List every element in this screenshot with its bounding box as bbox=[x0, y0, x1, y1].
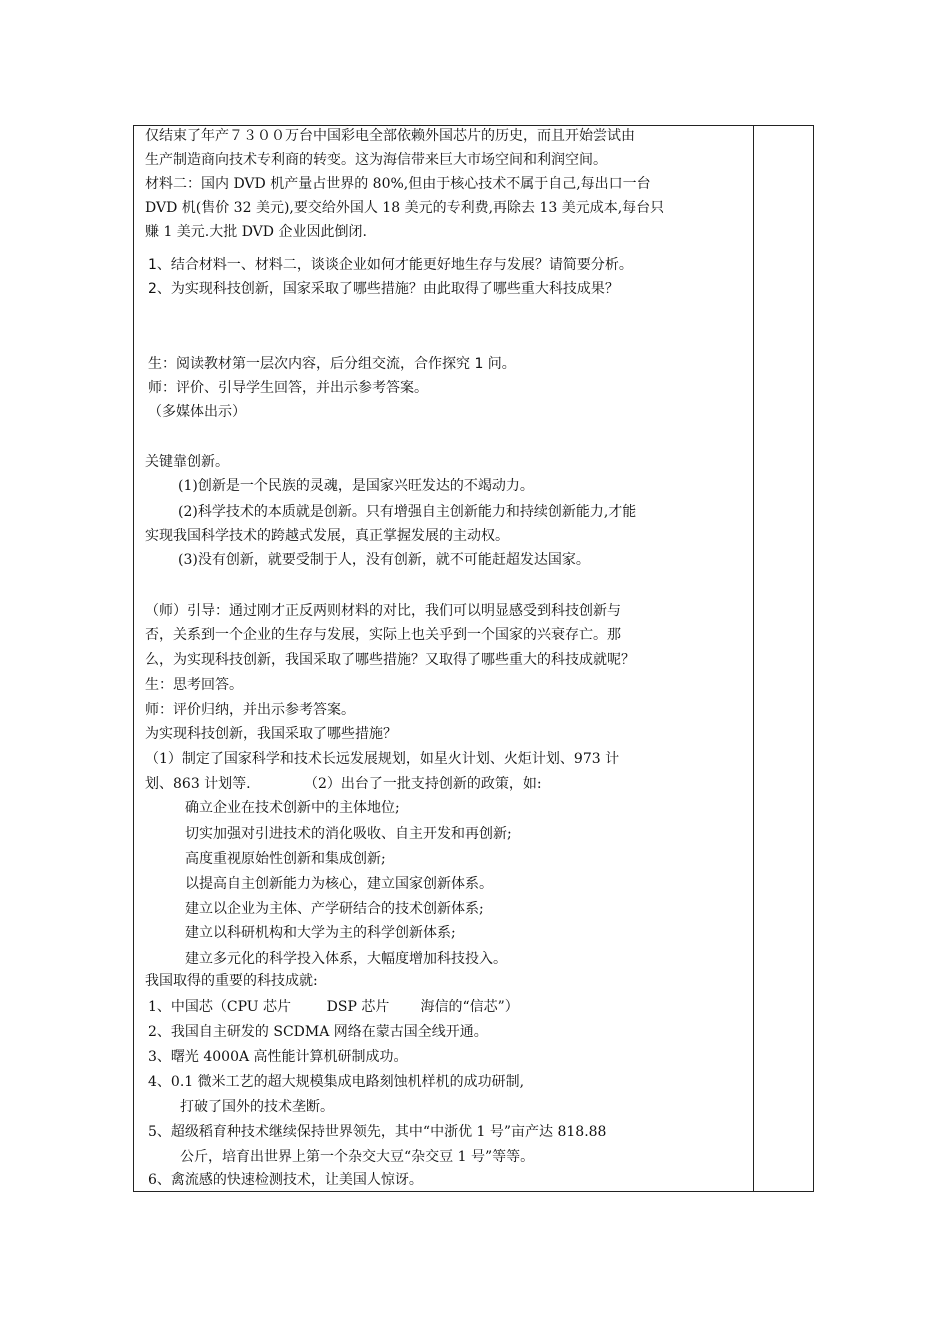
teacher-activity: 师：评价、引导学生回答，并出示参考答案。 bbox=[148, 380, 428, 396]
student-activity: 生：阅读教材第一层次内容，后分组交流，合作探究 1 问。 bbox=[148, 356, 516, 372]
text-line: 实现我国科学技术的跨越式发展，真正掌握发展的主动权。 bbox=[145, 528, 509, 544]
question-2: 2、为实现科技创新，国家采取了哪些措施？由此取得了哪些重大科技成果？ bbox=[148, 281, 619, 297]
policy-item: 切实加强对引进技术的消化吸收、自主开发和再创新; bbox=[185, 826, 512, 842]
text-line: 么，为实现科技创新，我国采取了哪些措施？又取得了哪些重大的科技成就呢？ bbox=[145, 652, 635, 668]
achievement-item: 2、我国自主研发的 SCDMA 网络在蒙古国全线开通。 bbox=[148, 1024, 488, 1040]
achievement-item: 1、中国芯（CPU 芯片 DSP 芯片 海信的“信芯”） bbox=[148, 999, 519, 1015]
achievement-item: 3、曙光 4000A 高性能计算机研制成功。 bbox=[148, 1049, 408, 1065]
text-line: 生：思考回答。 bbox=[145, 677, 243, 693]
achievement-item: 4、0.1 微米工艺的超大规模集成电路刻蚀机样机的成功研制, bbox=[148, 1074, 525, 1090]
answer-point: (2)科学技术的本质就是创新。只有增强自主创新能力和持续创新能力,才能 bbox=[178, 504, 637, 520]
achievement-item: 6、禽流感的快速检测技术，让美国人惊讶。 bbox=[148, 1172, 423, 1188]
policy-item: 建立以企业为主体、产学研结合的技术创新体系; bbox=[185, 901, 484, 917]
table-column-divider bbox=[753, 125, 754, 1192]
answer-heading: 关键靠创新。 bbox=[145, 454, 229, 470]
policy-item: 建立以科研机构和大学为主的科学创新体系; bbox=[185, 925, 456, 941]
achievements-heading: 我国取得的重要的科技成就: bbox=[145, 973, 318, 989]
policy-item: 高度重视原始性创新和集成创新; bbox=[185, 851, 386, 867]
policy-item: 以提高自主创新能力为核心，建立国家创新体系。 bbox=[185, 876, 493, 892]
text-line: DVD 机(售价 32 美元),要交给外国人 18 美元的专利费,再除去 13 美元成本,每台只 bbox=[145, 200, 665, 216]
text-line: 划、863 计划等. （2）出台了一批支持创新的政策，如: bbox=[145, 776, 542, 792]
text-line: 师：评价归纳，并出示参考答案。 bbox=[145, 702, 355, 718]
achievement-item-continued: 打破了国外的技术垄断。 bbox=[180, 1099, 334, 1115]
text-line: （师）引导：通过刚才正反两则材料的对比，我们可以明显感受到科技创新与 bbox=[145, 603, 621, 619]
question-1: 1、结合材料一、材料二，谈谈企业如何才能更好地生存与发展？请简要分析。 bbox=[148, 257, 633, 273]
text-line: 否，关系到一个企业的生存与发展，实际上也关乎到一个国家的兴衰存亡。那 bbox=[145, 627, 621, 643]
policy-item: 建立多元化的科学投入体系，大幅度增加科技投入。 bbox=[185, 951, 507, 967]
text-line: （1）制定了国家科学和技术长远发展规划，如星火计划、火炬计划、973 计 bbox=[145, 751, 620, 767]
text-line: 仅结束了年产７３００万台中国彩电全部依赖外国芯片的历史，而且开始尝试由 bbox=[145, 128, 635, 144]
answer-point: (1)创新是一个民族的灵魂，是国家兴旺发达的不竭动力。 bbox=[178, 478, 534, 494]
achievement-item-continued: 公斤，培育出世界上第一个杂交大豆“杂交豆 1 号”等等。 bbox=[180, 1149, 535, 1165]
multimedia-note: （多媒体出示） bbox=[148, 404, 246, 420]
text-line: 为实现科技创新，我国采取了哪些措施？ bbox=[145, 726, 397, 742]
answer-point: (3)没有创新，就要受制于人，没有创新，就不可能赶超发达国家。 bbox=[178, 552, 590, 568]
text-line: 材料二：国内 DVD 机产量占世界的 80%,但由于核心技术不属于自己,每出口一台 bbox=[145, 176, 651, 192]
text-line: 赚 1 美元.大批 DVD 企业因此倒闭. bbox=[145, 224, 367, 240]
achievement-item: 5、超级稻育种技术继续保持世界领先，其中“中浙优 1 号”亩产达 818.88 bbox=[148, 1124, 607, 1140]
text-line: 生产制造商向技术专利商的转变。这为海信带来巨大市场空间和利润空间。 bbox=[145, 152, 607, 168]
policy-item: 确立企业在技术创新中的主体地位; bbox=[185, 800, 400, 816]
